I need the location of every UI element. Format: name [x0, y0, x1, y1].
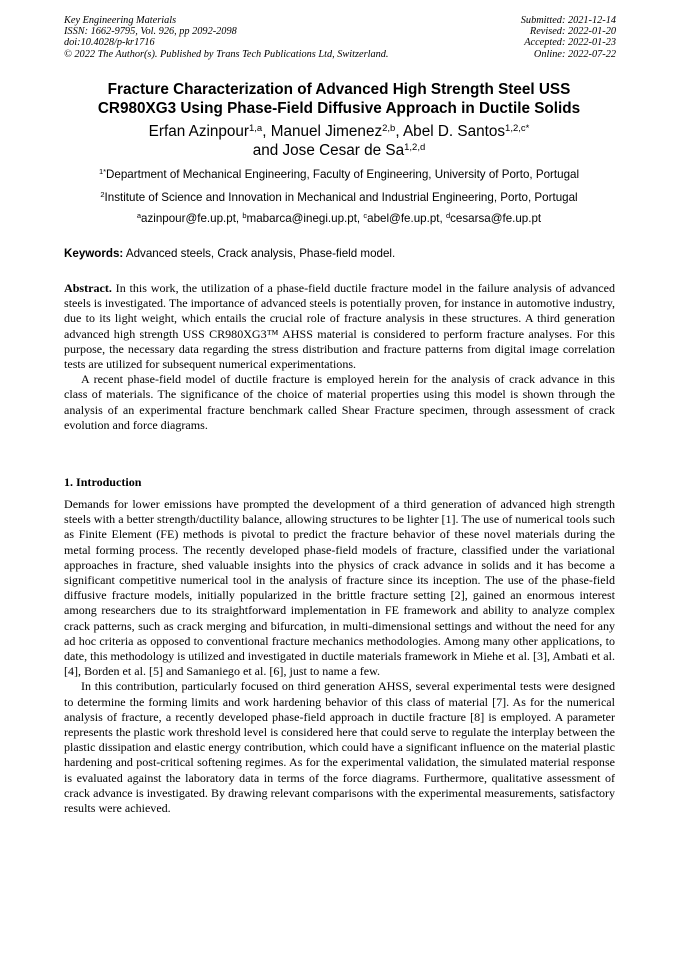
- email-list: [40, 212, 638, 226]
- affiliation-1: [40, 168, 638, 182]
- affiliation-2: [40, 191, 638, 205]
- affiliation-text: Institute of Science and Innovation in Mechanical and Industrial Engineering, Porto, Portugal: [104, 191, 578, 204]
- author-conjunction: and: [252, 142, 283, 159]
- submitted-date: Submitted: 2021-12-14: [520, 15, 616, 26]
- abstract-paragraph-1: [64, 281, 615, 372]
- email-mark: b: [242, 211, 247, 220]
- author-name: Jose Cesar de Sa: [282, 142, 405, 159]
- issn-line: ISSN: 1662-9795, Vol. 926, pp 2092-2098: [64, 26, 237, 38]
- author-list: [40, 122, 638, 160]
- keywords: [64, 247, 615, 261]
- journal-header-left: [64, 15, 388, 60]
- email-mark: d: [445, 211, 451, 220]
- author-name: Erfan Azinpour: [148, 123, 249, 140]
- accepted-date: Accepted: 2022-01-23: [524, 37, 616, 49]
- affiliation-text: Department of Mechanical Engineering, Faculty of Engineering, University of Porto, Portugal: [106, 168, 580, 181]
- online-date: Online: 2022-07-22: [533, 48, 616, 60]
- author-line-2: [40, 141, 638, 160]
- abstract-text: In this work, the utilization of a phase-field ductile fracture model in the failure analysis of advanced steels is investigated. The importance of advanced steels is potentially proven, for instance in automotive industry, due to its light weight, which entails the crucial role of fracture analysis in these structures. A third generation advanced high strength USS CR980XG3™ AHSS material is considered to perform fracture analyses. For this purpose, the necessary data regarding the stress distribution and fracture patterns from digital image correlation tests are utilized for subsequent numerical experimentations.: [64, 281, 616, 372]
- title-line-1: Fracture Characterization of Advanced High Strength Steel USS: [107, 81, 571, 98]
- affiliation-mark: 1*: [98, 167, 107, 176]
- abstract-paragraph-2: A recent phase-field model of ductile fracture is employed herein for the analysis of crack advance in this class of materials. The significance of the choice of material properties using this model is shown through the analysis of an experimental fracture benchmark called Shear Fracture specimen, through assessment of crack evolution and force diagrams.: [64, 372, 615, 432]
- email-mark: c: [363, 211, 368, 220]
- author-separator: ,: [262, 123, 271, 140]
- abstract: [64, 281, 615, 433]
- copyright-line: © 2022 The Author(s). Published by Trans Tech Publications Ltd, Switzerland.: [64, 48, 389, 60]
- email-link[interactable]: azinpour@fe.up.pt,: [141, 212, 243, 225]
- author-name: Manuel Jimenez: [270, 123, 383, 140]
- revised-date: Revised: 2022-01-20: [529, 26, 616, 38]
- author-affiliation-mark: 1,2,d: [404, 142, 426, 153]
- section-heading-introduction: 1. Introduction: [64, 475, 142, 489]
- author-name: Abel D. Santos: [402, 123, 506, 140]
- keywords-label: Keywords:: [64, 247, 124, 260]
- introduction-body: [64, 497, 615, 816]
- paper-title: [40, 80, 638, 118]
- author-line-1: [40, 122, 638, 141]
- introduction-paragraph-2: In this contribution, particularly focused on third generation AHSS, several experimental tests were designed to determine the forming limits and work hardening behavior of this class of material [7]. As for the numerical analysis of fracture, a recently developed phase-field approach in ductile fracture [8] is employed. A parameter represents the plastic work threshold level is considered here that could serve to regulate the interplay between the plastic dissipation and elastic energy contribution, which could have a significant influence on the material plastic hardening and post-critical softening regimes. As for the experimental validation, the simulated material response is evaluated against the laboratory data in terms of the force diagrams. Furthermore, qualitative assessment of crack advance is investigated. By drawing relevant comparisons with the experimental measurements, satisfactory results were achieved.: [64, 679, 615, 816]
- author-separator: ,: [395, 123, 403, 140]
- title-line-2: CR980XG3 Using Phase-Field Diffusive Approach in Ductile Solids: [97, 100, 581, 117]
- introduction-paragraph-1: Demands for lower emissions have prompted the development of a third generation of advanced high strength steels with a better strength/ductility balance, allowing structures to be lighter [1]. The use of numerical tools such as Finite Element (FE) methods is pivotal to predict the fracture behavior of these novel materials during the metal forming process. The recently developed phase-field models of fracture, classified under the variational approaches in fracture, shed valuable insights into the physics of crack advance in solids and it has become a significant competitive numerical tool in the analysis of fracture since its inception. The use of the phase-field diffusive fracture models, initially popularized in the brittle fracture setting [2], gained an enormous interest among researchers due to its straightforward implementation in FE framework and ability to analyze complex crack patterns, such as crack merging and bifurcation, in multi-dimensional settings and without the need for any ad hoc criteria as opposed to conventional fracture mechanics methodologies. Among many other applications, to date, this methodology is utilized and investigated in ductile materials framework in Miehe et al. [3], Ambati et al. [4], Borden et al. [5] and Samaniego et al. [6], just to name a few.: [64, 497, 615, 679]
- email-link[interactable]: mabarca@inegi.up.pt,: [246, 212, 364, 225]
- doi-line[interactable]: doi:10.4028/p-kr1716: [64, 37, 155, 49]
- email-link[interactable]: abel@fe.up.pt,: [367, 212, 446, 225]
- author-affiliation-mark: 1,a: [249, 123, 263, 134]
- email-link[interactable]: cesarsa@fe.up.pt: [450, 212, 542, 225]
- author-affiliation-mark: 2,b: [382, 123, 396, 134]
- author-affiliation-mark: 1,2,c*: [505, 123, 530, 134]
- keywords-text: Advanced steels, Crack analysis, Phase-field model.: [123, 247, 396, 260]
- email-mark: a: [136, 211, 141, 220]
- journal-name: Key Engineering Materials: [64, 15, 177, 26]
- journal-header-right: [521, 15, 616, 60]
- affiliation-mark: 2: [100, 190, 105, 199]
- abstract-label: Abstract.: [64, 281, 112, 295]
